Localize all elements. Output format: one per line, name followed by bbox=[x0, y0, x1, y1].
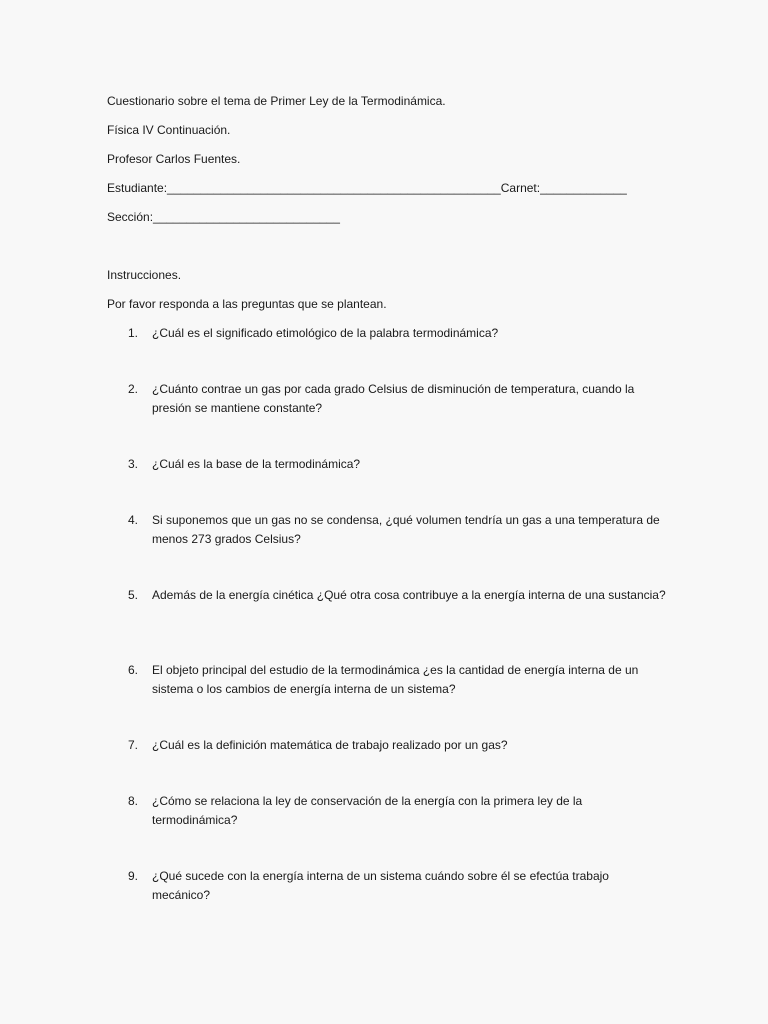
question-item bbox=[128, 736, 668, 755]
question-number: 7. bbox=[128, 738, 139, 752]
question-text: ¿Qué sucede con la energía interna de un sistema cuándo sobre él se efectúa trabajo mecánico? bbox=[152, 869, 609, 902]
question-number: 1. bbox=[128, 326, 139, 340]
question-item bbox=[128, 661, 668, 699]
question-number: 2. bbox=[128, 382, 139, 396]
student-carnet-line: Estudiante:__________________________________________________Carnet:_____________ bbox=[107, 181, 627, 195]
question-item bbox=[128, 586, 668, 605]
instructions-heading: Instrucciones. bbox=[107, 268, 182, 282]
instructions-text: Por favor responda a las preguntas que se plantean. bbox=[107, 297, 387, 311]
question-item bbox=[128, 455, 668, 474]
question-number: 8. bbox=[128, 794, 139, 808]
question-text: ¿Cuál es el significado etimológico de la palabra termodinámica? bbox=[152, 326, 499, 340]
question-text: ¿Cómo se relaciona la ley de conservación de la energía con la primera ley de la termodinámica? bbox=[152, 794, 583, 827]
question-number: 6. bbox=[128, 663, 139, 677]
question-item bbox=[128, 380, 668, 418]
question-item bbox=[128, 511, 668, 549]
question-text: Además de la energía cinética ¿Qué otra cosa contribuye a la energía interna de una sustancia? bbox=[152, 588, 666, 602]
question-number: 5. bbox=[128, 588, 139, 602]
question-item bbox=[128, 324, 668, 343]
question-text: Si suponemos que un gas no se condensa, ¿qué volumen tendría un gas a una temperatura de menos 273 grados Celsius? bbox=[152, 513, 660, 546]
question-text: ¿Cuál es la definición matemática de trabajo realizado por un gas? bbox=[152, 738, 508, 752]
question-text: El objeto principal del estudio de la termodinámica ¿es la cantidad de energía interna de un sistema o los cambios de energía interna de un sistema? bbox=[152, 663, 639, 696]
question-text: ¿Cuánto contrae un gas por cada grado Celsius de disminución de temperatura, cuando la presión se mantiene constante? bbox=[152, 382, 635, 415]
question-number: 9. bbox=[128, 869, 139, 883]
question-text: ¿Cuál es la base de la termodinámica? bbox=[152, 457, 361, 471]
question-item bbox=[128, 792, 668, 830]
section-line: Sección:____________________________ bbox=[107, 210, 340, 224]
question-number: 3. bbox=[128, 457, 139, 471]
question-item bbox=[128, 867, 668, 905]
document-title: Cuestionario sobre el tema de Primer Ley de la Termodinámica. bbox=[107, 94, 446, 108]
question-number: 4. bbox=[128, 513, 139, 527]
course-name: Física IV Continuación. bbox=[107, 123, 231, 137]
professor-name: Profesor Carlos Fuentes. bbox=[107, 152, 241, 166]
